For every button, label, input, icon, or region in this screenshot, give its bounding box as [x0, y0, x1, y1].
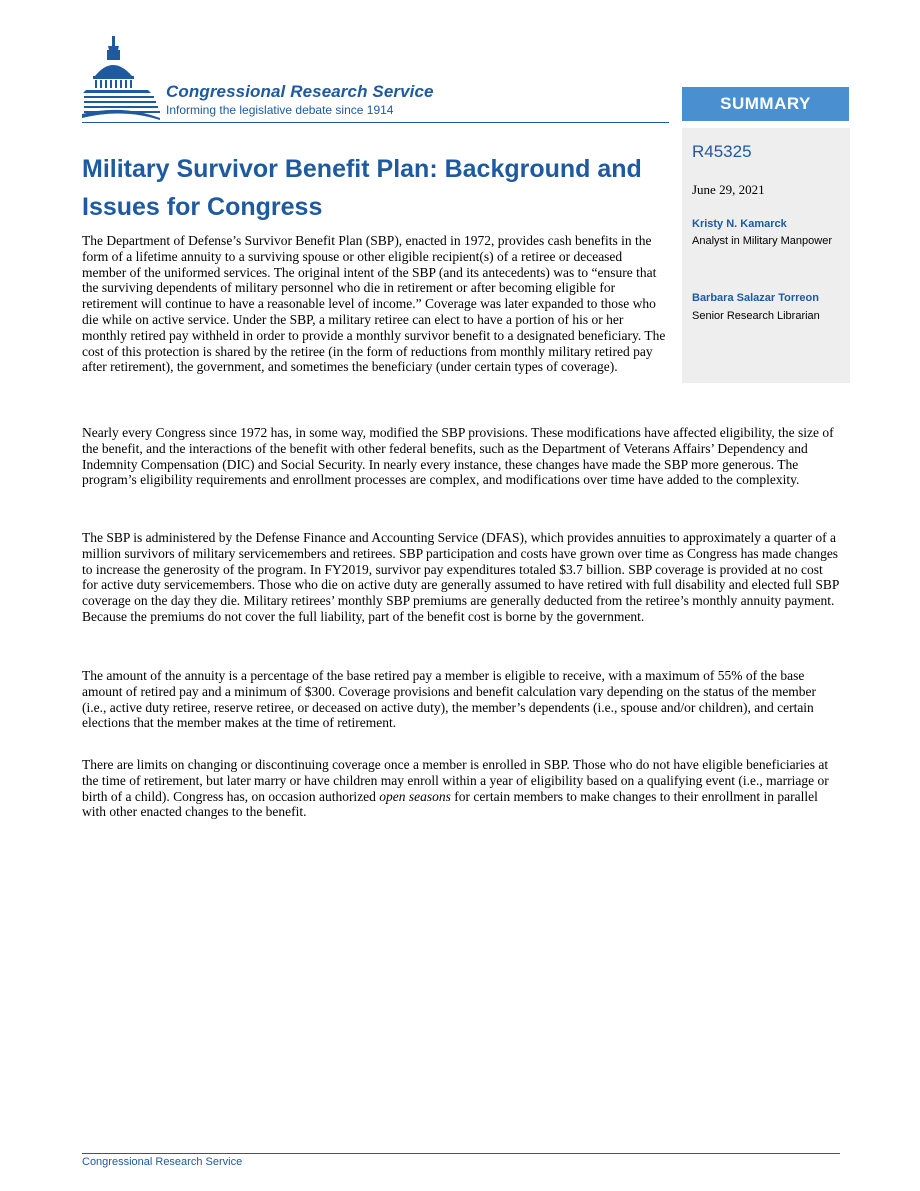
body-paragraph: Nearly every Congress since 1972 has, in some way, modified the SBP provisions. These modifications have affected eligibility, the size of the benefit, and the interactions of the benefit with other federal benefits, such as the Department of Veterans Affairs’ Dependency and Indemnity Compensation (DIC) and Social Security. In nearly every instance, these changes have made the SBP more generous. The program’s eligibility requirements and enrollment processes are complex, and modifications over time have added to the complexity. [82, 425, 834, 488]
paragraph-text: There are limits on changing or discontinuing coverage once a member is enrolled in SBP. Those who do not have eligible beneficiaries at the time of retirement, but later marry or have children may enroll within a year of eligibility based on a qualifying event (i.e., marriage or birth of a child). Congress has, on occasion authorized [82, 757, 829, 804]
body-paragraph: The amount of the annuity is a percentage of the base retired pay a member is eligible to receive, with a maximum of 55% of the base amount of retired pay and a minimum of $300. Coverage provisions and benefit calculation vary depending on the status of the member (i.e., active duty retiree, reserve retiree, or deceased on active duty), the member’s dependents (i.e., spouse and/or children), and certain elections that the member makes at the time of retirement. [82, 668, 817, 731]
footer-divider [82, 1153, 840, 1154]
org-tagline: Informing the legislative debate since 1914 [166, 103, 394, 117]
report-number: R45325 [692, 142, 752, 161]
footer-text: Congressional Research Service [82, 1156, 243, 1168]
header-divider [82, 122, 669, 123]
body-paragraph: The Department of Defense’s Survivor Benefit Plan (SBP), enacted in 1972, provides cash benefits in the form of a lifetime annuity to a surviving spouse or other eligible recipient(s) of a retiree or deceased member of the uniformed services. The original intent of the SBP (and its antecedents) was to “ensure that the surviving dependents of military personnel who die in retirement or after becoming eligible for retirement will continue to have a reasonable level of income.” Coverage was later expanded to those who die while on active service. Under the SBP, a military retiree can elect to have a portion of his or her monthly retired pay withheld in order to provide a monthly survivor benefit to a designated beneficiary. The cost of this protection is shared by the retiree (in the form of reductions from monthly military retired pay after retirement), the government, and sometimes the beneficiary (under certain types of coverage). [82, 233, 666, 375]
emphasized-term: open seasons [379, 788, 451, 804]
body-paragraph: The SBP is administered by the Defense Finance and Accounting Service (DFAS), which provides annuities to approximately a quarter of a million survivors of military servicemembers and retirees. SBP participation and costs have grown over time as Congress has made changes to increase the generosity of the program. In FY2019, survivor pay expenditures totaled $3.7 billion. SBP coverage is provided at no cost for active duty servicemembers. Those who die on active duty are generally assumed to have retired with full disability and elected full SBP coverage on the day they die. Military retirees’ monthly SBP premiums are generally deducted from the retiree’s monthly annuity payment. Because the premiums do not cover the full liability, part of the benefit cost is borne by the government. [82, 530, 839, 624]
crs-logo [82, 34, 672, 126]
org-name: Congressional Research Service [166, 82, 434, 101]
summary-label: SUMMARY [682, 87, 849, 121]
author-title: Analyst in Military Manpower [692, 235, 832, 247]
author-name: Barbara Salazar Torreon [692, 292, 819, 304]
paragraph-text: for certain members to make changes to their enrollment in parallel with other enacted changes to the benefit. [82, 788, 818, 820]
capitol-dome-icon [82, 34, 162, 124]
report-date: June 29, 2021 [692, 182, 765, 197]
document-title: Military Survivor Benefit Plan: Background and Issues for Congress [82, 155, 642, 221]
author-title: Senior Research Librarian [692, 310, 820, 322]
report-sidebar [682, 128, 850, 383]
body-paragraph [82, 757, 840, 820]
author-name: Kristy N. Kamarck [692, 218, 787, 230]
